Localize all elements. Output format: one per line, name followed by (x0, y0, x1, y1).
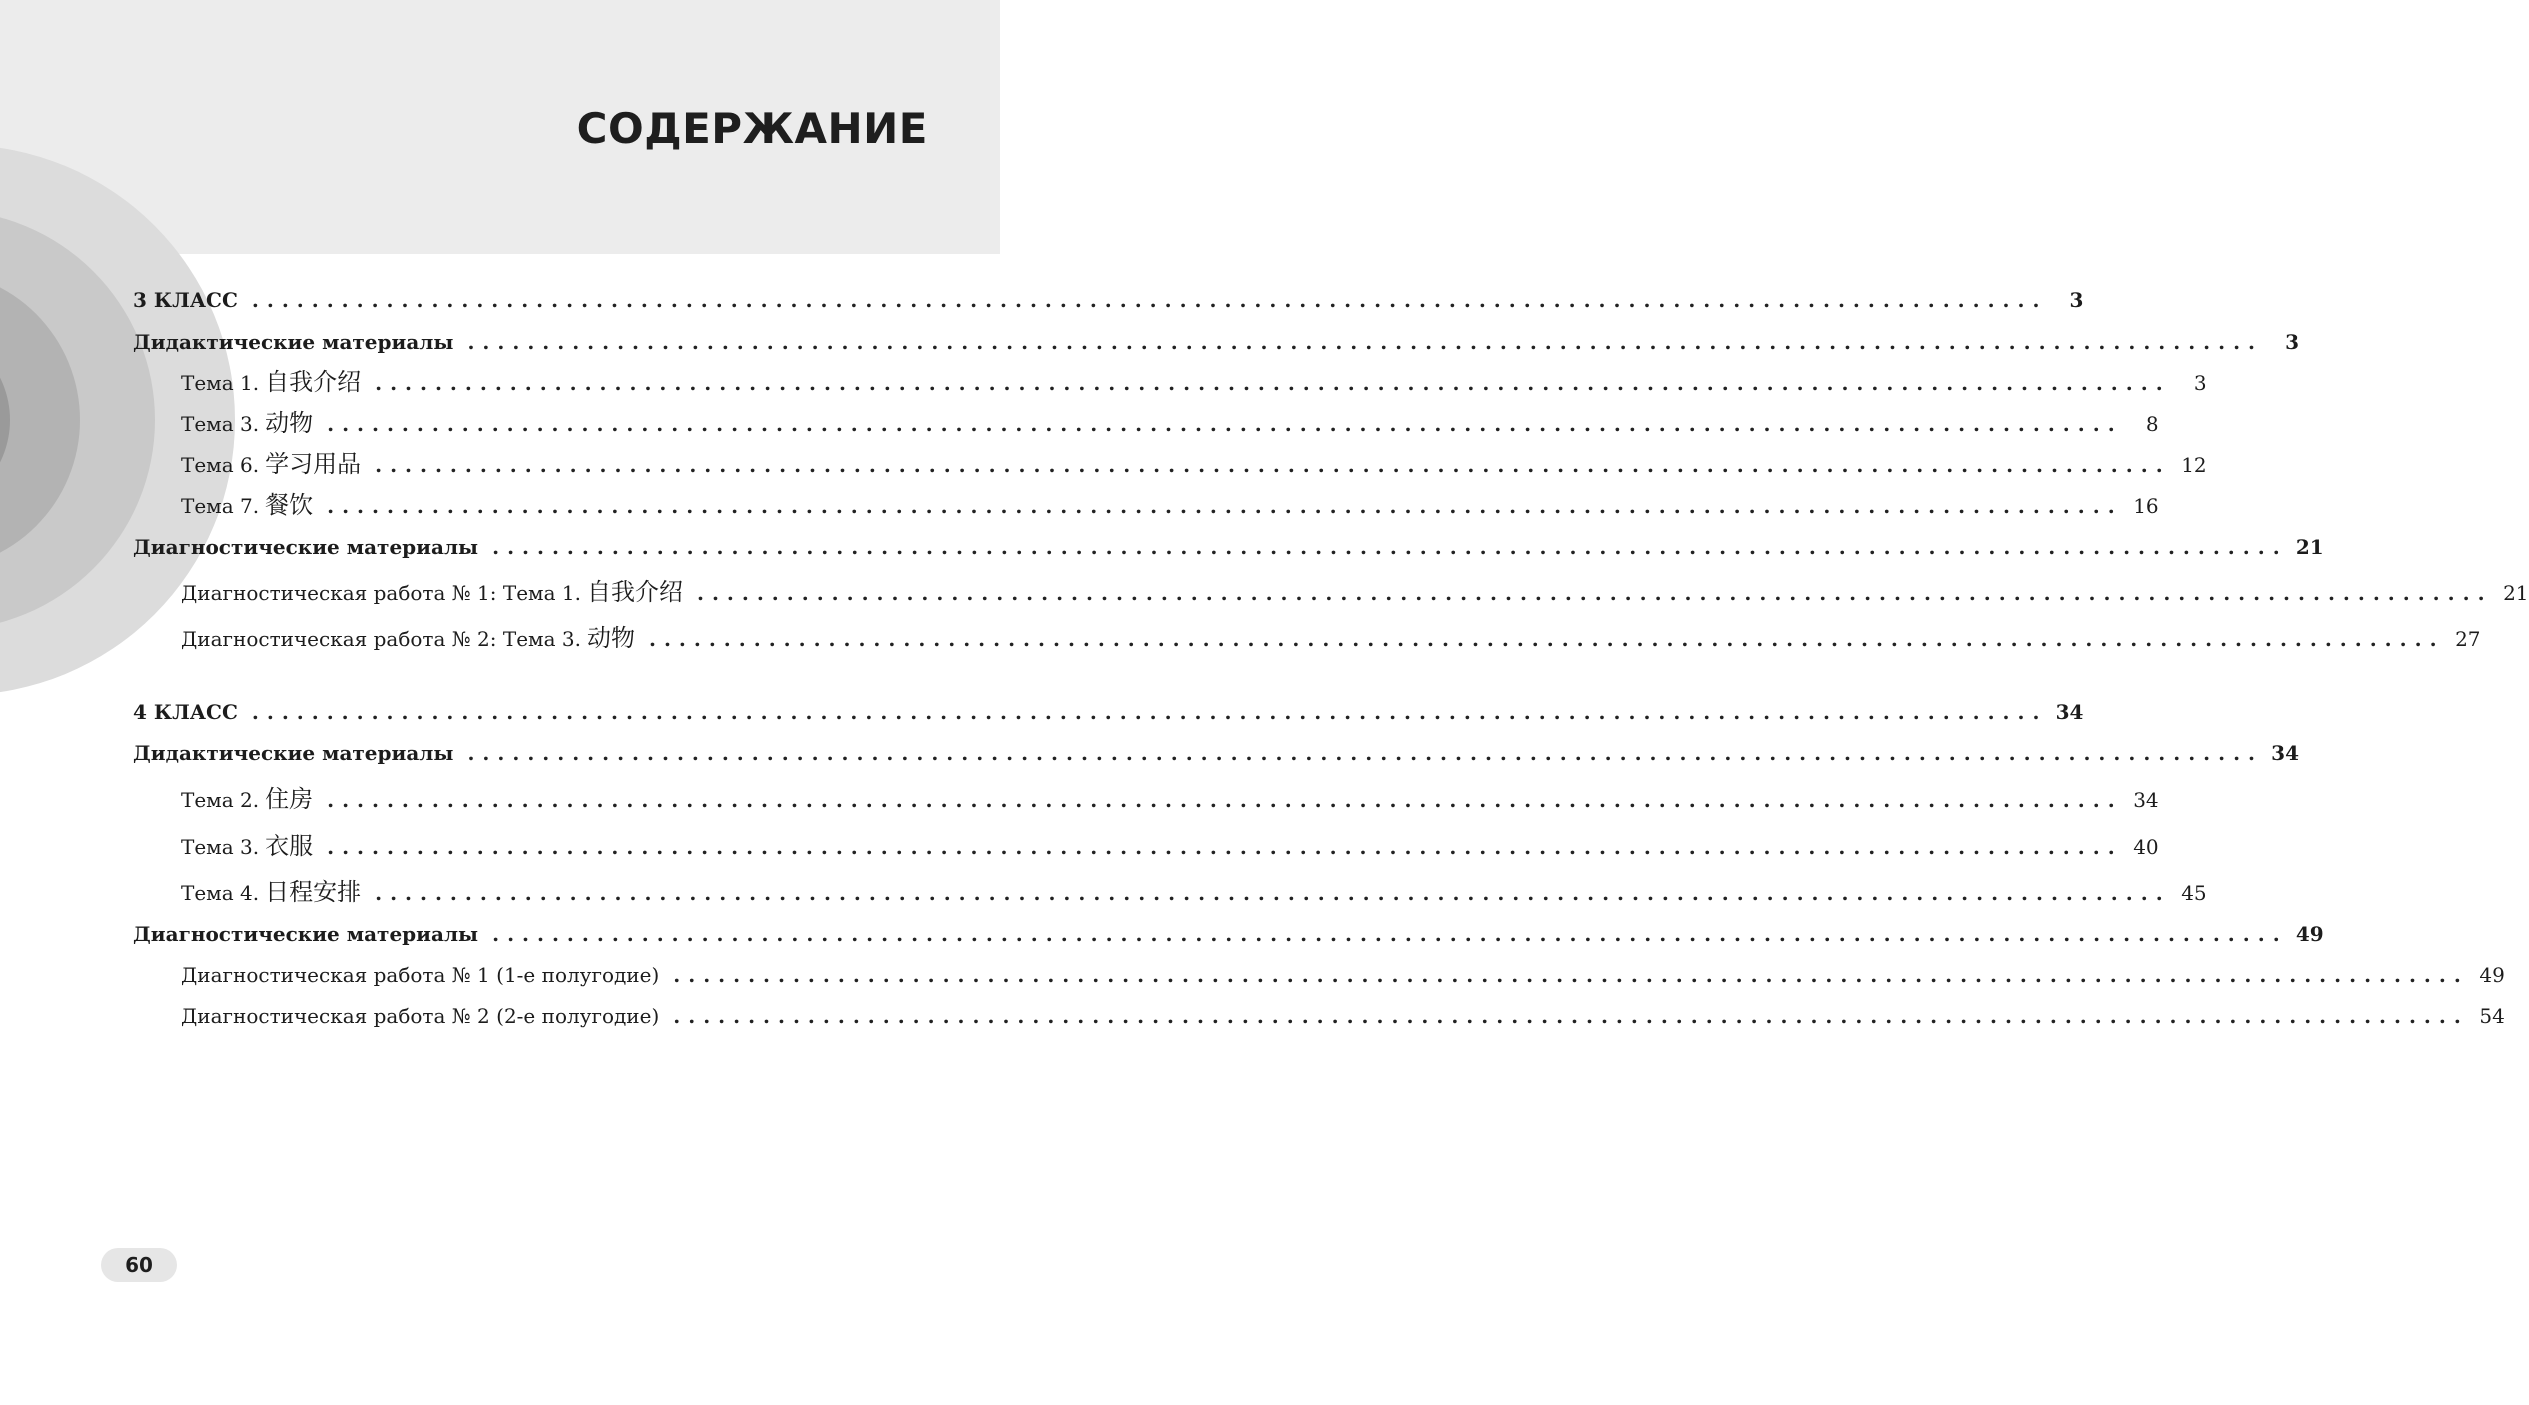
toc-entry-page: 3 (2069, 288, 2084, 312)
toc-entry-label: 3 КЛАСС (133, 288, 238, 312)
toc-entry-page: 21 (2503, 581, 2529, 605)
toc-entry-page: 49 (2479, 963, 2505, 987)
page-number: 60 (125, 1253, 153, 1277)
toc-entry-page: 21 (2295, 535, 2324, 559)
toc-entry (133, 698, 2084, 726)
dot-leader: ........................................................................................................................ (327, 835, 2123, 859)
toc-entry-page: 34 (2271, 741, 2300, 765)
dot-leader: ........................................................................................................................ (375, 881, 2171, 905)
toc-entry-label: Диагностическая работа № 1: Тема 1. (181, 581, 581, 605)
toc-entry (133, 409, 2159, 438)
toc-entry-page: 49 (2295, 922, 2324, 946)
toc-entry-chinese-title: 动物 (586, 624, 635, 652)
dot-leader: ........................................................................................................................ (375, 453, 2171, 477)
page-title: СОДЕРЖАНИЕ (576, 104, 928, 153)
toc-entry (133, 328, 2300, 356)
dot-leader: ........................................................................................................................ (327, 788, 2123, 812)
toc-entry (133, 1002, 2505, 1030)
toc-entry-label: Тема 2. (181, 788, 260, 812)
toc-entry (133, 920, 2324, 948)
dot-leader: ........................................................................................................................ (673, 963, 2469, 987)
toc-entry-label: Тема 7. (181, 494, 260, 518)
toc-entry-label: Диагностические материалы (133, 922, 479, 946)
toc-entry-page: 16 (2133, 494, 2159, 518)
toc-entry-label: Тема 4. (181, 881, 260, 905)
toc-entry-label: Диагностические материалы (133, 535, 479, 559)
toc-entry-page: 34 (2133, 788, 2159, 812)
toc-entry (133, 739, 2300, 767)
toc-entry (133, 961, 2505, 989)
toc-entry (133, 785, 2159, 814)
page-number-badge (101, 1248, 177, 1282)
toc-entry (133, 491, 2159, 520)
header-band (0, 0, 1000, 254)
toc-entry-chinese-title: 自我介绍 (265, 368, 362, 396)
dot-leader: ........................................................................................................................ (696, 581, 2493, 605)
toc-entry-chinese-title: 住房 (265, 785, 314, 813)
toc-entry-label: Дидактические материалы (133, 330, 454, 354)
dot-leader: ........................................................................................................................ (327, 412, 2123, 436)
dot-leader: ........................................................................................................................ (467, 330, 2264, 354)
toc-entry-label: Диагностическая работа № 2 (2-е полугодие) (181, 1004, 660, 1028)
toc-entry (133, 368, 2207, 397)
toc-entry (133, 286, 2084, 314)
dot-leader: ........................................................................................................................ (492, 922, 2288, 946)
toc-entry-chinese-title: 动物 (265, 409, 314, 437)
toc-entry-chinese-title: 自我介绍 (586, 578, 683, 606)
toc-entry (133, 578, 2529, 607)
toc-entry-label: Тема 3. (181, 412, 260, 436)
dot-leader: ........................................................................................................................ (467, 741, 2264, 765)
toc-entry-page: 3 (2193, 371, 2207, 395)
toc-entry (133, 832, 2159, 861)
toc-entry-page: 27 (2455, 627, 2481, 651)
dot-leader: ........................................................................................................................ (327, 494, 2123, 518)
toc-entry-label: Тема 1. (181, 371, 260, 395)
toc-entry-chinese-title: 衣服 (265, 832, 314, 860)
toc-entry-label: 4 КЛАСС (133, 700, 238, 724)
toc-entry-chinese-title: 学习用品 (265, 450, 362, 478)
toc-entry-page: 8 (2145, 412, 2159, 436)
toc-entry (133, 878, 2207, 907)
toc-entry-page: 40 (2133, 835, 2159, 859)
toc-entry-label: Тема 3. (181, 835, 260, 859)
toc-entry-page: 45 (2181, 881, 2207, 905)
toc-entry-label: Тема 6. (181, 453, 260, 477)
dot-leader: ........................................................................................................................ (673, 1004, 2469, 1028)
toc-entry-page: 3 (2285, 330, 2300, 354)
toc-entry (133, 450, 2207, 479)
toc-entry-label: Диагностическая работа № 1 (1-е полугодие) (181, 963, 660, 987)
toc-entry-page: 34 (2055, 700, 2084, 724)
toc-entry-page: 12 (2181, 453, 2207, 477)
dot-leader: ........................................................................................................................ (492, 535, 2288, 559)
toc-entry (133, 624, 2481, 653)
toc-entry (133, 533, 2324, 561)
toc-entry-chinese-title: 日程安排 (265, 878, 362, 906)
dot-leader: ........................................................................................................................ (648, 627, 2445, 651)
toc-entry-label: Диагностическая работа № 2: Тема 3. (181, 627, 581, 651)
dot-leader: ........................................................................................................................ (251, 288, 2048, 312)
toc-entry-chinese-title: 餐饮 (265, 491, 314, 519)
dot-leader: ........................................................................................................................ (251, 700, 2048, 724)
toc-entry-label: Дидактические материалы (133, 741, 454, 765)
dot-leader: ........................................................................................................................ (375, 371, 2171, 395)
toc-entry-page: 54 (2479, 1004, 2505, 1028)
